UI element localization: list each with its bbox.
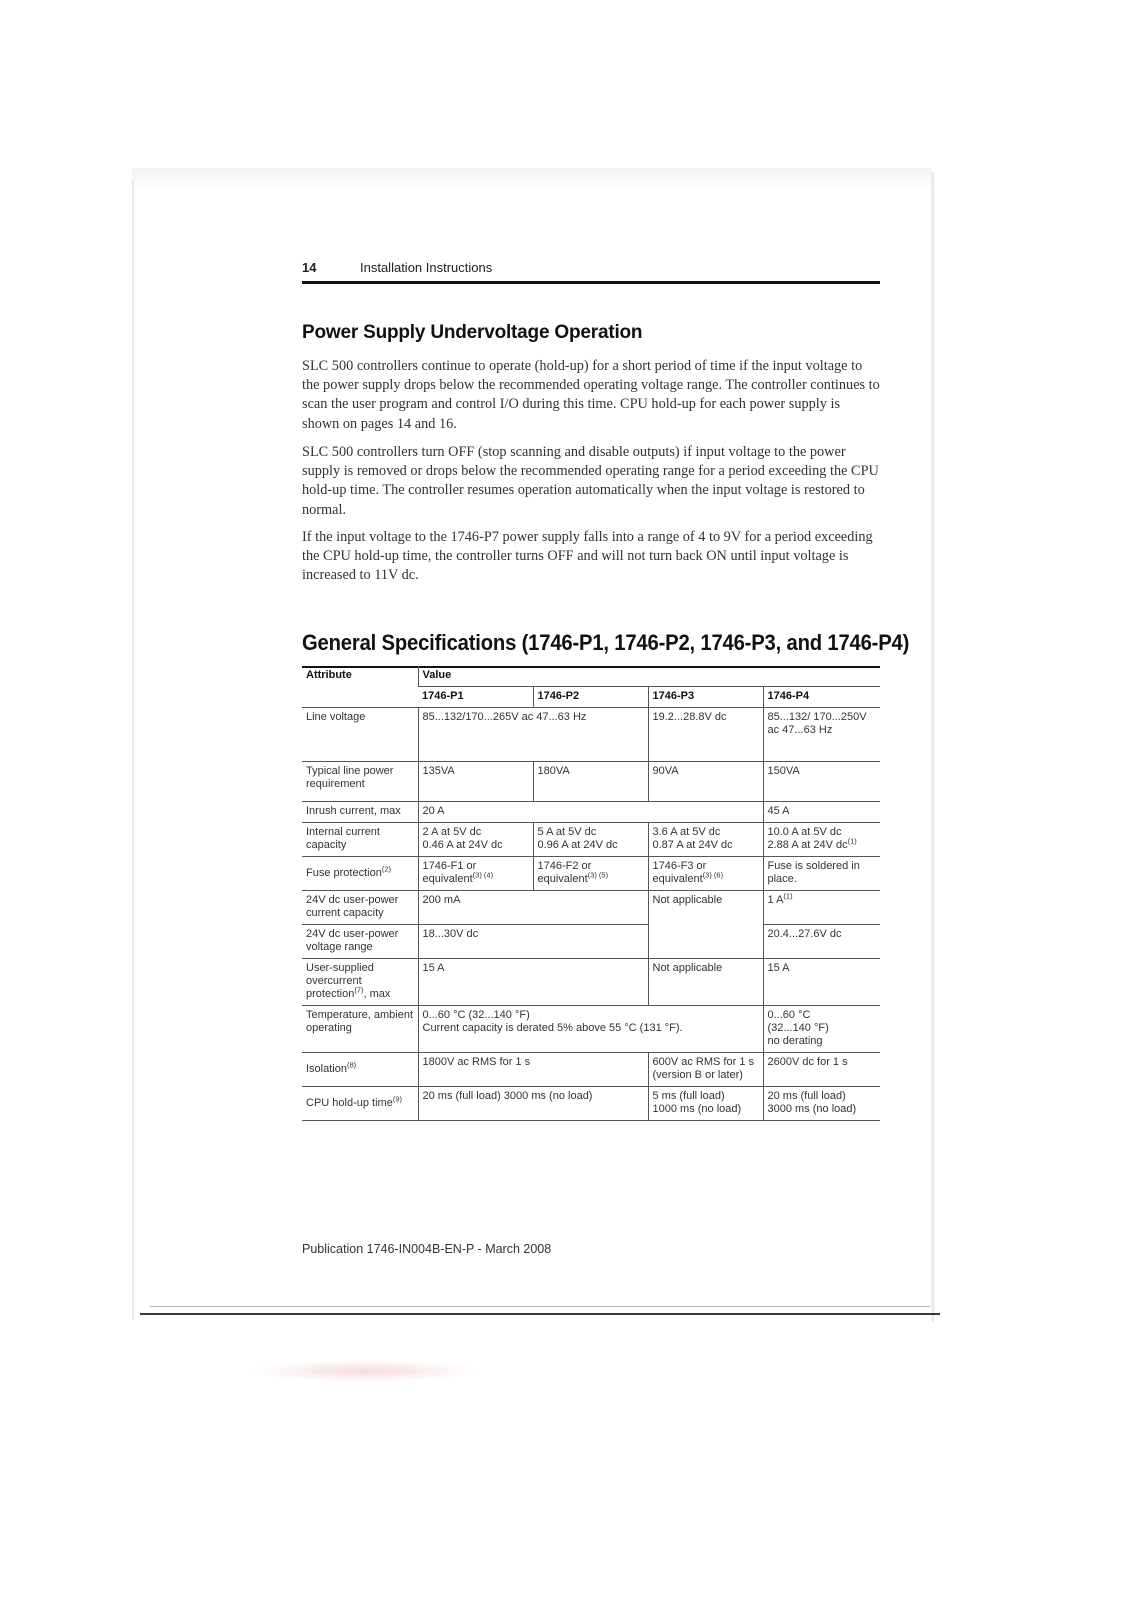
- cell-internal-current-p2: [533, 823, 648, 857]
- cell-text: equivalent: [422, 873, 473, 885]
- page-bottom-edge-light: [150, 1306, 930, 1307]
- cell-text: 20 ms (full load): [767, 1090, 846, 1102]
- cell-text: Isolation: [306, 1062, 347, 1075]
- cell-text: 0.96 A at 24V dc: [537, 839, 618, 851]
- header-model-p3: 1746-P3: [648, 687, 763, 708]
- document-title: Installation Instructions: [360, 260, 493, 275]
- cell-text: equivalent: [652, 873, 703, 885]
- attr-temperature: Temperature, ambient operating: [302, 1006, 418, 1053]
- cell-inrush-p4: 45 A: [763, 802, 880, 823]
- page-edge-right: [930, 172, 934, 1322]
- table-row: [302, 1006, 880, 1053]
- cell-text: 3.6 A at 5V dc: [652, 826, 721, 838]
- paragraph-2: SLC 500 controllers turn OFF (stop scanning and disable outputs) if input voltage to the power supply is removed or drops below the recommended operating range for a period exceeding the CPU hold-up time. The controller resumes operation automatically when the input voltage is restored to normal.: [302, 444, 879, 518]
- cell-text: equivalent: [537, 873, 588, 885]
- cell-text: 0.46 A at 24V dc: [422, 839, 503, 851]
- attr-inrush: Inrush current, max: [302, 802, 418, 823]
- table-row: [302, 891, 880, 925]
- cell-text: 5 A at 5V dc: [537, 826, 597, 838]
- cell-temperature-p1p3: [418, 1006, 763, 1053]
- attr-internal-current: Internal current capacity: [302, 823, 418, 857]
- cell-isolation-p1p2: 1800V ac RMS for 1 s: [418, 1053, 648, 1087]
- table-header-row: [302, 666, 880, 687]
- section-heading-specifications: General Specifications (1746-P1, 1746-P2, 1746-P3, and 1746-P4): [302, 630, 910, 655]
- cell-typical-power-p3: 90VA: [648, 762, 763, 802]
- cell-internal-current-p3: [648, 823, 763, 857]
- cell-inrush-p1p3: 20 A: [418, 802, 763, 823]
- attr-typical-power: Typical line power requirement: [302, 762, 418, 802]
- attr-isolation: [302, 1053, 418, 1087]
- table-row: [302, 708, 880, 762]
- cell-text: 1000 ms (no load): [652, 1103, 742, 1115]
- cell-text: CPU hold-up time: [306, 1096, 393, 1109]
- cell-internal-current-p4: [763, 823, 880, 857]
- cell-text: 3000 ms (no load): [767, 1103, 857, 1115]
- cell-holdup-p1p2: 20 ms (full load) 3000 ms (no load): [418, 1087, 648, 1121]
- page-edge-left: [132, 180, 135, 1320]
- attr-user-power-voltage: 24V dc user-power voltage range: [302, 925, 418, 959]
- header-model-p2: 1746-P2: [533, 687, 648, 708]
- spec-table-container: [302, 666, 880, 1121]
- cell-text: 2 A at 5V dc: [422, 826, 482, 838]
- cell-text: 1746-F2 or: [537, 860, 592, 872]
- cell-overcurrent-p3: Not applicable: [648, 959, 763, 1006]
- cell-temperature-p4: [763, 1006, 880, 1053]
- header-model-p4: 1746-P4: [763, 687, 880, 708]
- cell-text: (32...140 °F): [767, 1022, 829, 1034]
- cell-line-voltage-p1p2: 85...132/170...265V ac 47...63 Hz: [418, 708, 648, 762]
- table-row: [302, 857, 880, 891]
- page-bottom-edge: [140, 1313, 940, 1315]
- table-row: [302, 1087, 880, 1121]
- footnote-ref: (2): [381, 863, 391, 873]
- cell-text: 10.0 A at 5V dc: [767, 826, 842, 838]
- cell-line-voltage-p4: 85...132/ 170...250V ac 47...63 Hz: [763, 708, 880, 762]
- cell-user-power-voltage-p1p2: 18...30V dc: [418, 925, 648, 959]
- footnote-ref: (3) (4): [472, 870, 494, 880]
- cell-fuse-p2: [533, 857, 648, 891]
- cell-holdup-p3: [648, 1087, 763, 1121]
- footnote-ref: (1): [847, 836, 857, 846]
- cell-isolation-p3: 600V ac RMS for 1 s (version B or later): [648, 1053, 763, 1087]
- header-attribute: Attribute: [302, 666, 418, 708]
- cell-text: User-supplied overcurrent: [306, 962, 374, 987]
- publication-footer: Publication 1746-IN004B-EN-P - March 2008: [302, 1242, 552, 1256]
- cell-isolation-p4: 2600V dc for 1 s: [763, 1053, 880, 1087]
- cell-text: 0.87 A at 24V dc: [652, 839, 733, 851]
- cell-user-power-current-p1p2: 200 mA: [418, 891, 648, 925]
- cell-text: 2.88 A at 24V dc: [767, 839, 848, 851]
- table-row: [302, 762, 880, 802]
- table-row: [302, 823, 880, 857]
- cell-fuse-p1: [418, 857, 533, 891]
- cell-line-voltage-p3: 19.2...28.8V dc: [648, 708, 763, 762]
- footnote-ref: (3) (6): [702, 870, 724, 880]
- table-row: [302, 925, 880, 959]
- cell-fuse-p3: [648, 857, 763, 891]
- scan-shadow: [132, 168, 932, 190]
- cell-typical-power-p2: 180VA: [533, 762, 648, 802]
- cell-text: Fuse protection: [306, 866, 382, 879]
- cell-text: 1746-F3 or: [652, 860, 707, 872]
- header-model-p1: 1746-P1: [418, 687, 533, 708]
- page-number: 14: [302, 260, 317, 275]
- header-rule: [302, 281, 880, 284]
- cell-text: no derating: [767, 1035, 823, 1047]
- cell-overcurrent-p1p2: 15 A: [418, 959, 648, 1006]
- cell-holdup-p4: [763, 1087, 880, 1121]
- header-value: Value: [418, 666, 880, 687]
- cell-text: 0...60 °C (32...140 °F): [422, 1009, 530, 1021]
- footnote-ref: (3) (5): [587, 870, 609, 880]
- table-row: [302, 1053, 880, 1087]
- cell-overcurrent-p4: 15 A: [763, 959, 880, 1006]
- table-row: [302, 959, 880, 1006]
- page-header: [302, 260, 880, 280]
- section-heading-undervoltage: Power Supply Undervoltage Operation: [302, 322, 643, 343]
- footnote-ref: (9): [392, 1093, 402, 1103]
- attr-holdup: [302, 1087, 418, 1121]
- cell-text: 1 A: [767, 894, 784, 906]
- footnote-ref: (1): [783, 891, 793, 901]
- cell-text: protection: [306, 988, 355, 1000]
- cell-text: Current capacity is derated 5% above 55 °C (131 °F).: [422, 1022, 683, 1034]
- cell-internal-current-p1: [418, 823, 533, 857]
- paragraph-1: SLC 500 controllers continue to operate (hold-up) for a short period of time if the input voltage to the power supply drops below the recommended operating voltage range. The controller continues to scan the user program and control I/O during this time. CPU hold-up for each power supply is shown on pages 14 and 16.: [302, 358, 880, 432]
- paragraph-3: If the input voltage to the 1746-P7 power supply falls into a range of 4 to 9V for a period exceeding the CPU hold-up time, the controller turns OFF and will not turn back ON until input voltage is increased to 11V dc.: [302, 529, 873, 584]
- cell-text: , max: [363, 988, 391, 1000]
- cell-text: 0...60 °C: [767, 1009, 811, 1021]
- cell-text: 5 ms (full load): [652, 1090, 725, 1102]
- spec-table: [302, 666, 880, 1121]
- footnote-ref: (8): [346, 1059, 357, 1069]
- scan-smudge: [250, 1360, 480, 1382]
- cell-fuse-p4: Fuse is soldered in place.: [763, 857, 880, 891]
- table-row: [302, 802, 880, 823]
- cell-user-power-current-p4: [763, 891, 880, 925]
- cell-user-power-p3: Not applicable: [648, 891, 763, 959]
- cell-text: 1746-F1 or: [422, 860, 477, 872]
- attr-line-voltage: Line voltage: [302, 708, 418, 762]
- cell-typical-power-p4: 150VA: [763, 762, 880, 802]
- cell-typical-power-p1: 135VA: [418, 762, 533, 802]
- attr-overcurrent: [302, 959, 418, 1006]
- footnote-ref: (7): [354, 985, 364, 995]
- attr-user-power-current: 24V dc user-power current capacity: [302, 891, 418, 925]
- attr-fuse: [302, 857, 418, 891]
- cell-user-power-voltage-p4: 20.4...27.6V dc: [763, 925, 880, 959]
